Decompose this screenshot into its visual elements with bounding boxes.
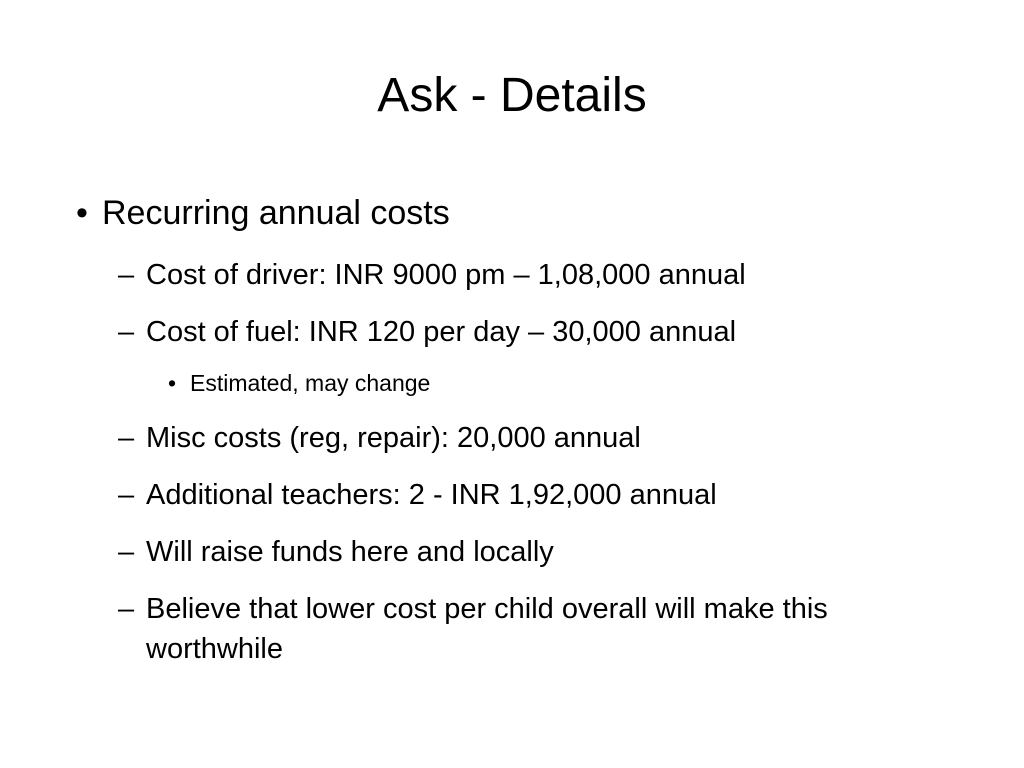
subbullet-teachers xyxy=(118,475,958,515)
subbullet-text: Misc costs (reg, repair): 20,000 annual xyxy=(146,422,641,454)
subbullet-text: Additional teachers: 2 - INR 1,92,000 annual xyxy=(146,479,717,511)
slide-title: Ask - Details xyxy=(377,69,647,122)
dash-marker: – xyxy=(118,536,135,568)
dash-marker: – xyxy=(118,593,135,625)
bullet-recurring-costs xyxy=(76,190,956,236)
subbullet-text: Will raise funds here and locally xyxy=(146,536,554,568)
subsubbullet-estimated xyxy=(168,367,948,399)
subsubbullet-text: Estimated, may change xyxy=(190,370,431,396)
bullet-marker: • xyxy=(76,194,88,232)
bullet-marker: • xyxy=(168,370,177,396)
subbullet-driver-cost xyxy=(118,255,958,295)
dash-marker: – xyxy=(118,316,135,348)
bullet-text: Recurring annual costs xyxy=(102,194,450,232)
subbullet-text: Believe that lower cost per child overall will make this worthwhile xyxy=(146,593,828,665)
subbullet-text: Cost of driver: INR 9000 pm – 1,08,000 annual xyxy=(146,259,746,291)
subbullet-fuel-cost xyxy=(118,312,958,352)
subbullet-text: Cost of fuel: INR 120 per day – 30,000 annual xyxy=(146,316,737,348)
subbullet-raise-funds xyxy=(118,532,958,572)
subbullet-worthwhile xyxy=(118,589,958,669)
dash-marker: – xyxy=(118,479,135,511)
dash-marker: – xyxy=(118,259,135,291)
subbullet-misc-costs xyxy=(118,418,958,458)
dash-marker: – xyxy=(118,422,135,454)
